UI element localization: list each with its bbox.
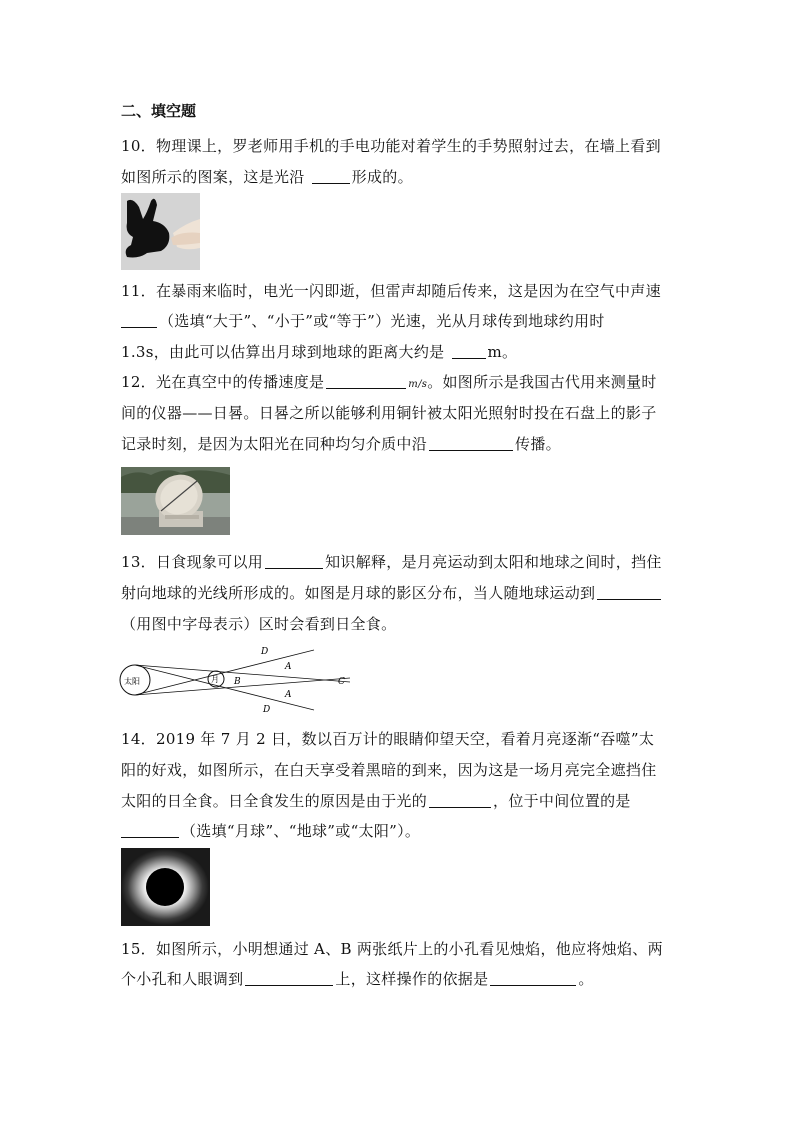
q15-text-a: 个小孔和人眼调到 xyxy=(121,970,244,988)
q10-answer-blank[interactable] xyxy=(312,168,350,184)
q14-text-a: 太阳的日全食。日全食发生的原因是由于光的 xyxy=(121,792,428,810)
sundial-image xyxy=(121,467,230,535)
q11-text-b: 1.3s，由此可以估算出月球到地球的距离大约是 xyxy=(121,343,450,361)
q10-text-a: 如图所示的图案，这是光沿 xyxy=(121,168,310,186)
q12-text-d: 传播。 xyxy=(515,435,561,453)
q11-text-a: （选填“大于”、“小于”或“等于”）光速，光从月球传到地球约用时 xyxy=(159,312,605,330)
q12-text-b: 。如图所示是我国古代用来测量时 xyxy=(427,373,657,391)
q14-answer-blank-1[interactable] xyxy=(429,792,491,808)
q11-answer-blank-2[interactable] xyxy=(452,343,486,359)
label-c: C xyxy=(338,677,345,687)
q15-text-b: 上，这样操作的依据是 xyxy=(335,970,489,988)
q13-answer-blank-2[interactable] xyxy=(597,584,661,600)
label-d-top: D xyxy=(261,647,269,657)
q14-line-3 xyxy=(121,790,631,811)
label-b: B xyxy=(234,677,241,687)
hand-shadow-rabbit-image xyxy=(121,193,200,270)
q12-text-a: 12．光在真空中的传播速度是 xyxy=(121,373,325,391)
q10-line-2 xyxy=(121,166,413,187)
solar-eclipse-image xyxy=(121,848,210,926)
q12-answer-blank-2[interactable] xyxy=(429,435,513,451)
q11-text-c: m。 xyxy=(487,343,518,361)
q12-unit: m/s xyxy=(408,379,428,390)
moon-shadow-diagram xyxy=(118,642,358,714)
q15-answer-blank-2[interactable] xyxy=(490,970,576,986)
q13-text-c: 射向地球的光线所形成的。如图是月球的影区分布，当人随地球运动到 xyxy=(121,584,596,602)
q13-text-a: 13．日食现象可以用 xyxy=(121,553,264,571)
q12-line-3 xyxy=(121,433,561,454)
q12-line-2: 间的仪器——日晷。日晷之所以能够利用铜针被太阳光照射时投在石盘上的影子 xyxy=(121,404,657,422)
q15-answer-blank-1[interactable] xyxy=(245,970,333,986)
label-d-bottom: D xyxy=(263,705,271,714)
q10-line-1: 10．物理课上，罗老师用手机的手电功能对着学生的手势照射过去，在墙上看到 xyxy=(121,137,661,155)
q12-text-c: 记录时刻，是因为太阳光在同种均匀介质中沿 xyxy=(121,435,428,453)
q13-line-3: （用图中字母表示）区时会看到日全食。 xyxy=(121,615,397,633)
q11-line-3 xyxy=(121,341,517,362)
q13-text-b: 知识解释，是月亮运动到太阳和地球之间时，挡住 xyxy=(325,553,662,571)
q14-answer-blank-2[interactable] xyxy=(121,822,179,838)
q14-line-4 xyxy=(121,820,420,841)
label-a-bottom: A xyxy=(285,690,292,700)
q13-line-2 xyxy=(121,582,663,603)
q15-line-2 xyxy=(121,968,594,989)
label-a-top: A xyxy=(285,662,292,672)
sun-label: 太阳 xyxy=(124,677,140,686)
q12-answer-blank-1[interactable] xyxy=(326,373,406,389)
q13-line-1 xyxy=(121,551,662,572)
moon-label: 月 xyxy=(211,675,219,684)
q14-line-1: 14．2019 年 7 月 2 日，数以百万计的眼睛仰望天空，看着月亮逐渐“吞噬”太 xyxy=(121,730,655,748)
q11-line-1: 11．在暴雨来临时，电光一闪即逝，但雷声却随后传来，这是因为在空气中声速 xyxy=(121,282,661,300)
q13-answer-blank-1[interactable] xyxy=(265,553,323,569)
q14-text-b: ，位于中间位置的是 xyxy=(493,792,631,810)
q15-text-c: 。 xyxy=(578,970,594,988)
section-title: 二、填空题 xyxy=(121,102,197,120)
q14-line-2: 阳的好戏，如图所示，在白天享受着黑暗的到来，因为这是一场月亮完全遮挡住 xyxy=(121,761,657,779)
q11-line-2 xyxy=(121,310,605,331)
q12-line-1 xyxy=(121,371,657,392)
q11-answer-blank-1[interactable] xyxy=(121,312,157,328)
q14-text-c: （选填“月球”、“地球”或“太阳”）。 xyxy=(181,822,421,840)
q15-line-1: 15．如图所示，小明想通过 A、B 两张纸片上的小孔看见烛焰，他应将烛焰、两 xyxy=(121,940,663,958)
q10-text-b: 形成的。 xyxy=(351,168,413,186)
